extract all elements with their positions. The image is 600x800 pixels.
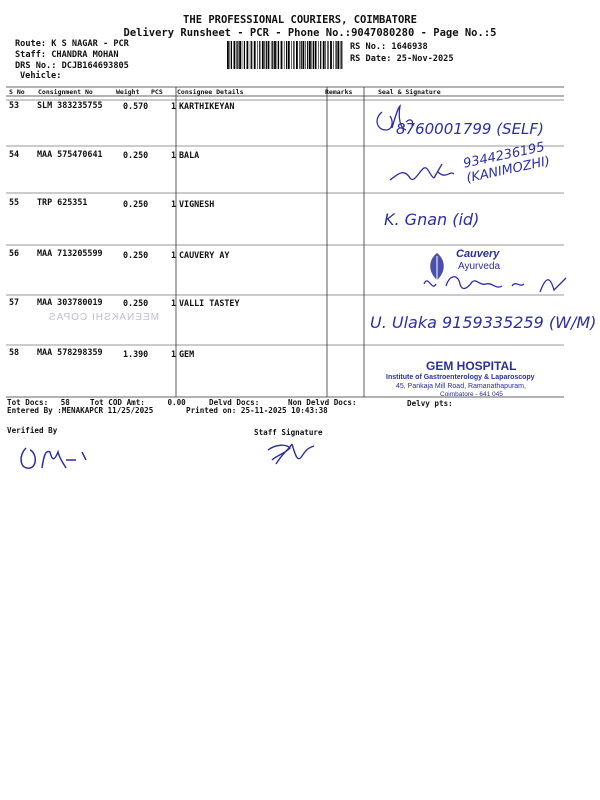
row-consignee: VALLI TASTEY — [179, 298, 240, 308]
col-header-remarks: Remarks — [325, 88, 353, 96]
gem-line2: 45, Pankaja Mill Road, Ramanathapuram, — [396, 383, 526, 390]
row-weight: 0.250 — [123, 150, 149, 160]
faded-stamp-text: MEENAKSHI COPAS — [48, 312, 159, 323]
handwriting-row-54: 9344236195 (KANIMOZHI) — [462, 139, 552, 187]
staff-signature — [262, 438, 332, 474]
gem-hospital-stamp — [384, 357, 574, 403]
delvy-pts-label: Delvy pts: — [407, 399, 453, 408]
printed-on — [186, 406, 328, 415]
col-header-seal: Seal & Signature — [378, 88, 441, 96]
route-value: K S NAGAR - PCR — [51, 39, 129, 49]
row-consignee: BALA — [179, 150, 200, 160]
gem-name: GEM HOSPITAL — [426, 359, 517, 373]
signature-row-56 — [420, 270, 580, 300]
row-consignment: MAA 713205599 — [37, 248, 103, 258]
row-pcs: 1 — [171, 199, 177, 209]
drs-value: DCJB164693805 — [61, 61, 129, 71]
handwriting-row-53: 8760001799 (SELF) — [396, 120, 544, 138]
col-header-sno: S No — [9, 88, 25, 96]
handwriting-row-55: K. Gnan (id) — [384, 210, 480, 229]
staff-value: CHANDRA MOHAN — [51, 50, 119, 60]
col-header-consignee: Consignee Details — [177, 88, 244, 96]
row-consignment: SLM 383235755 — [37, 100, 103, 110]
rs-no-value: 1646938 — [391, 42, 428, 52]
handwriting-row-57: U. Ulaka 9159335259 (W/M) — [370, 313, 597, 332]
row-weight: 0.250 — [123, 250, 149, 260]
vehicle-label: Vehicle: — [20, 71, 62, 81]
col-header-weight: Weight — [116, 88, 140, 96]
drs-label: DRS No.: — [15, 61, 57, 71]
row-consignee: CAUVERY AY — [179, 250, 230, 260]
tot-docs-value: 58 — [60, 398, 70, 407]
row-weight: 0.570 — [123, 101, 149, 111]
row-weight: 1.390 — [123, 349, 149, 359]
non-delvd-docs-label: Non Delvd Docs: — [288, 398, 357, 407]
cauvery-sub: Ayurveda — [458, 261, 501, 272]
gem-line3: Coimbatore - 641 045 — [440, 391, 503, 398]
row-sno: 54 — [9, 149, 20, 159]
cauvery-name: Cauvery — [456, 248, 500, 260]
row-sno: 57 — [9, 297, 20, 307]
row-consignee: VIGNESH — [179, 199, 215, 209]
staff-signature-label: Staff Signature — [254, 428, 323, 437]
row-pcs: 1 — [171, 349, 177, 359]
row-consignment: MAA 578298359 — [37, 347, 103, 357]
row-consignment: MAA 575470641 — [37, 149, 103, 159]
row-sno: 53 — [9, 100, 20, 110]
runsheet-title: Delivery Runsheet - PCR - Phone No.:9047080280 - Page No.:5 — [123, 27, 497, 39]
delvd-docs-label: Delvd Docs: — [209, 398, 260, 407]
row-pcs: 1 — [171, 101, 177, 111]
row-consignee: GEM — [179, 349, 195, 359]
verified-by-label: Verified By — [7, 426, 58, 435]
entered-value: MENAKAPCR 11/25/2025 — [61, 406, 154, 415]
row-consignment: TRP 625351 — [37, 197, 88, 207]
cod-value: 0.00 — [167, 398, 186, 407]
col-header-pcs: PCS — [151, 88, 163, 96]
row-consignment: MAA 303780019 — [37, 297, 103, 307]
row-consignee: KARTHIKEYAN — [179, 101, 235, 111]
verified-signature — [16, 438, 106, 478]
row-weight: 0.250 — [123, 199, 149, 209]
row-sno: 55 — [9, 197, 20, 207]
printed-label: Printed on: — [186, 406, 237, 415]
row-pcs: 1 — [171, 150, 177, 160]
row-sno: 56 — [9, 248, 20, 258]
entered-by — [7, 406, 153, 415]
cod-label: Tot COD Amt: — [90, 398, 145, 407]
entered-label: Entered By : — [7, 406, 62, 415]
row-sno: 58 — [9, 347, 20, 357]
company-title: THE PROFESSIONAL COURIERS, COIMBATORE — [183, 14, 417, 26]
row-pcs: 1 — [171, 298, 177, 308]
rs-date-value: 25-Nov-2025 — [396, 54, 454, 64]
row-weight: 0.250 — [123, 298, 149, 308]
rs-no-label: RS No.: — [350, 42, 387, 52]
printed-value: 25-11-2025 10:43:38 — [240, 406, 328, 415]
rs-date-label: RS Date: — [350, 54, 392, 64]
gem-line1: Institute of Gastroenterology & Laparoscopy — [386, 374, 535, 381]
row-pcs: 1 — [171, 250, 177, 260]
tot-docs-label: Tot Docs: — [7, 398, 49, 407]
route-label: Route: — [15, 39, 47, 49]
staff-label: Staff: — [15, 50, 47, 60]
col-header-consignment: Consignment No — [38, 88, 93, 96]
